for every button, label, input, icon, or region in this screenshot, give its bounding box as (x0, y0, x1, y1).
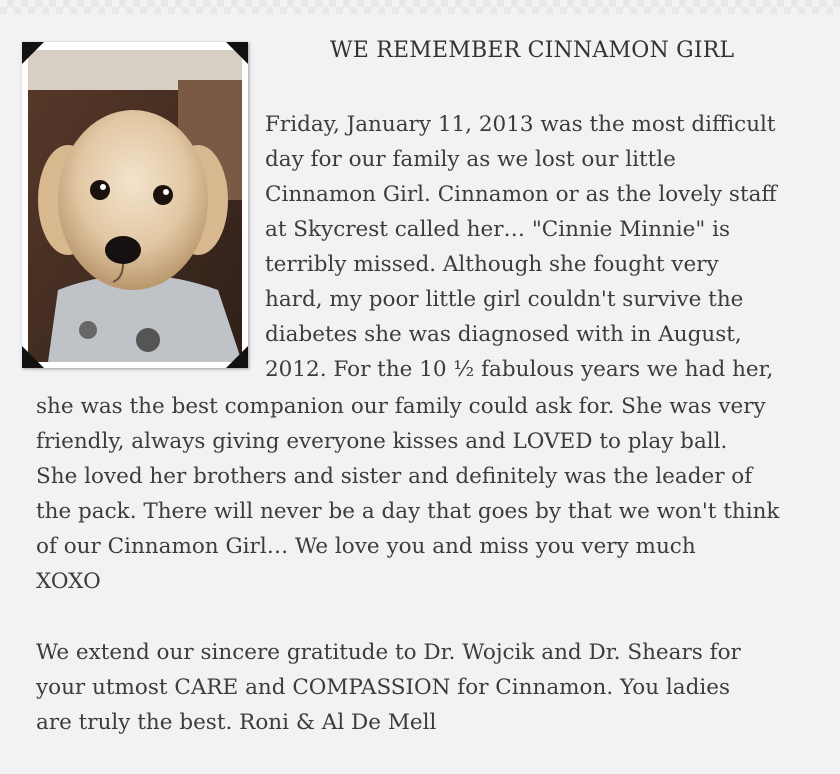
gratitude-line: We extend our sincere gratitude to Dr. Wojcik and Dr. Shears for (36, 640, 741, 665)
body-line: diabetes she was diagnosed with in August, (265, 322, 742, 347)
body-line: at Skycrest called her… "Cinnie Minnie" is (265, 217, 731, 242)
gratitude-line: are truly the best. Roni & Al De Mell (36, 710, 437, 735)
body-line: the pack. There will never be a day that goes by that we won't think (36, 499, 780, 524)
dog-photo-frame (22, 42, 248, 368)
body-line: Cinnamon Girl. Cinnamon or as the lovely staff (265, 182, 777, 207)
body-line: day for our family as we lost our little (265, 147, 676, 172)
body-line: Friday, January 11, 2013 was the most difficult (265, 112, 776, 137)
background-pattern (0, 0, 840, 14)
body-line: 2012. For the 10 ½ fabulous years we had her, (265, 357, 774, 382)
body-line: XOXO (36, 569, 101, 594)
gratitude-line: your utmost CARE and COMPASSION for Cinnamon. You ladies (36, 675, 731, 700)
body-line: she was the best companion our family could ask for. She was very (36, 394, 766, 419)
body-line: friendly, always giving everyone kisses and LOVED to play ball. (36, 429, 728, 454)
page-title: WE REMEMBER CINNAMON GIRL (330, 38, 735, 63)
dog-photo (28, 50, 242, 362)
body-line: of our Cinnamon Girl… We love you and miss you very much (36, 534, 696, 559)
body-line: terribly missed. Although she fought very (265, 252, 719, 277)
body-line: She loved her brothers and sister and definitely was the leader of (36, 464, 753, 489)
body-line: hard, my poor little girl couldn't survive the (265, 287, 744, 312)
